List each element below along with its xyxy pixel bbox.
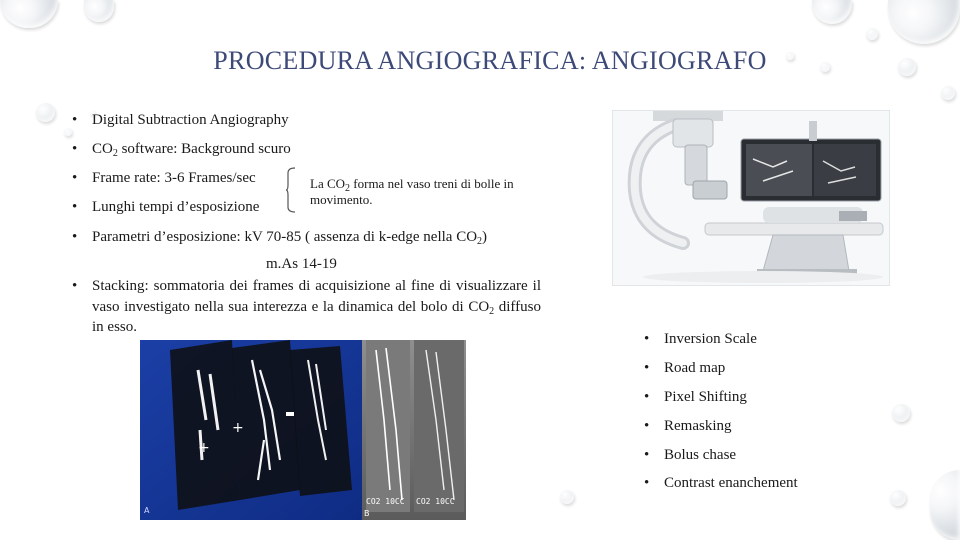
subscript: 2 (345, 183, 351, 194)
bullet-marker: • (72, 199, 78, 215)
note-text: La CO (310, 176, 346, 191)
water-droplet-decoration (888, 0, 960, 44)
co2-volume-label: CO2 10CC (366, 497, 405, 506)
bullet-marker: • (644, 418, 650, 434)
co2-bubbles-note (310, 176, 550, 208)
subscript: 2 (477, 236, 483, 247)
svg-text:+: + (198, 440, 210, 456)
bullet-text: Digital Subtraction Angiography (92, 112, 289, 128)
water-droplet-decoration (866, 28, 878, 40)
water-droplet-decoration (930, 470, 960, 540)
co2-volume-label: CO2 10CC (416, 497, 455, 506)
angiogram-illustration (140, 340, 466, 520)
water-droplet-decoration (812, 0, 852, 24)
list-item-label: Bolus chase (664, 447, 737, 463)
bullet-marker: • (72, 141, 78, 157)
panel-b-label: B (364, 509, 370, 518)
params-text: Parametri d’esposizione: kV 70-85 ( assenza di k-edge nella CO (92, 229, 478, 245)
panel-a-label: A (144, 506, 150, 515)
water-droplet-decoration (36, 103, 55, 122)
list-item-label: Inversion Scale (664, 331, 757, 347)
bullet-marker: • (644, 475, 650, 491)
note-text-rest: forma nel vaso treni di bolle in movimento. (310, 176, 514, 207)
stacking-paragraph (92, 276, 541, 338)
bullet-marker: • (72, 170, 78, 186)
bracket-icon (286, 167, 296, 213)
bullet-marker: • (644, 447, 650, 463)
slide-title: PROCEDURA ANGIOGRAFICA: ANGIOGRAFO (213, 46, 767, 75)
co2-angiogram-image (140, 340, 466, 520)
angiograph-machine-image (612, 110, 890, 286)
co2-text: CO (92, 141, 113, 157)
subscript: 2 (489, 305, 495, 317)
bullet-marker: • (644, 331, 650, 347)
list-item-label: Contrast enanchement (664, 475, 798, 491)
bullet-text: Frame rate: 3-6 Frames/sec (92, 170, 256, 186)
water-droplet-decoration (890, 490, 906, 506)
water-droplet-decoration (84, 0, 114, 22)
bullet-marker: • (644, 389, 650, 405)
water-droplet-decoration (892, 404, 910, 422)
list-item-label: Road map (664, 360, 726, 376)
bullet-text (92, 229, 487, 246)
stacking-text: Stacking: sommatoria dei frames di acquisizione al fine di visualizzare il vaso investigato nella sua interezza e la dinamica del bolo di CO (92, 278, 541, 315)
bullet-text: Lunghi tempi d’esposizione (92, 199, 260, 215)
stacking-text-rest: diffuso in esso. (92, 298, 541, 335)
params-text-rest: ) (482, 229, 488, 245)
bullet-marker: • (644, 360, 650, 376)
bullet-text-rest: software: Background scuro (117, 141, 291, 157)
water-droplet-decoration (560, 490, 574, 504)
water-droplet-decoration (64, 128, 72, 136)
bullet-text (92, 141, 291, 158)
mas-value: m.As 14-19 (266, 256, 337, 272)
svg-text:+: + (232, 420, 244, 436)
water-droplet-decoration (941, 86, 955, 100)
bullet-marker: • (72, 229, 78, 245)
water-droplet-decoration (0, 0, 58, 28)
bullet-marker: • (72, 278, 78, 294)
angiograph-illustration (613, 111, 889, 285)
bullet-marker: • (72, 112, 78, 128)
list-item-label: Remasking (664, 418, 732, 434)
subscript: 2 (112, 148, 118, 159)
list-item-label: Pixel Shifting (664, 389, 747, 405)
